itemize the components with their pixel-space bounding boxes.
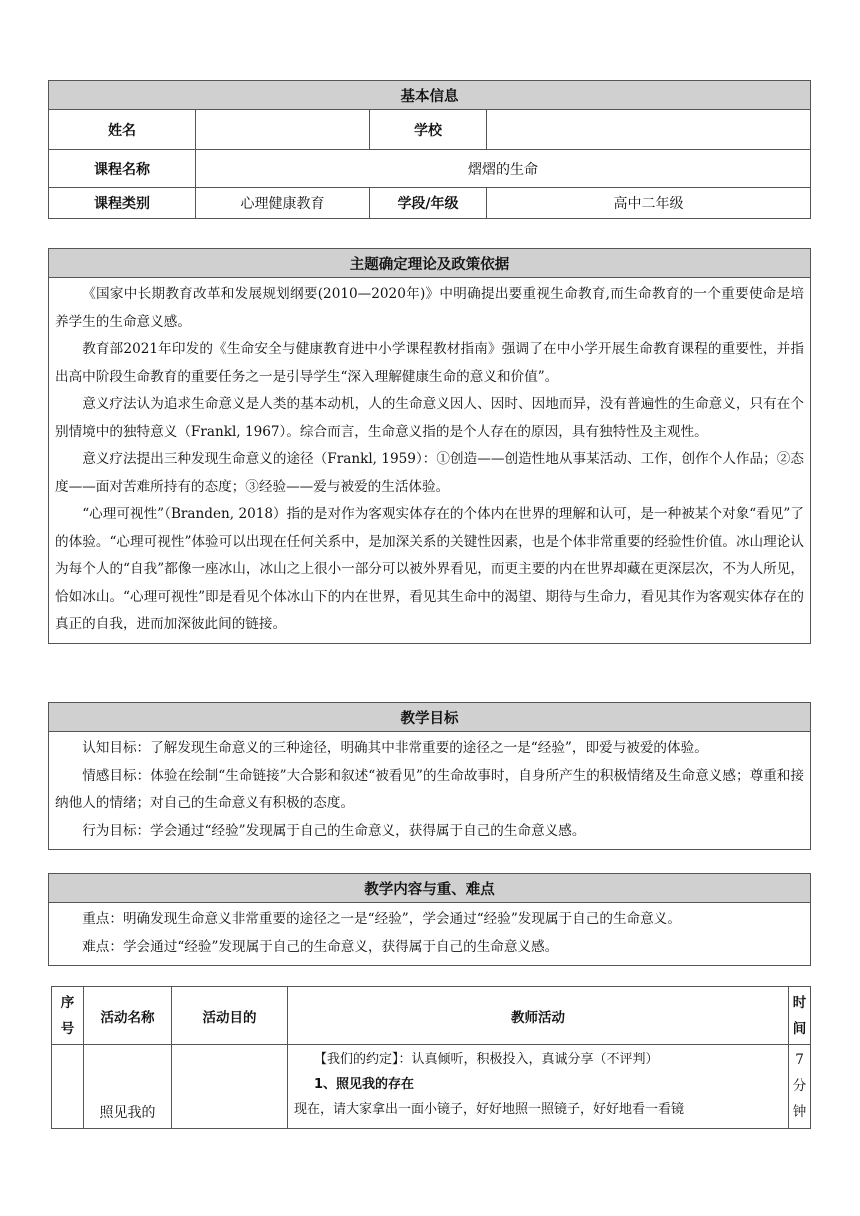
grade-label: 学段/年级 — [370, 188, 487, 219]
goal-paragraph: 行为目标：学会通过“经验”发现属于自己的生命意义，获得属于自己的生命意义感。 — [82, 822, 586, 839]
teaching-goals-table — [48, 702, 811, 850]
key-points-table — [48, 873, 811, 966]
basic-info-header: 基本信息 — [49, 81, 811, 110]
name-value — [196, 110, 370, 150]
goal-paragraph: 认知目标：了解发现生命意义的三种途径，明确其中非常重要的途径之一是“经验”，即爱与被爱的体验。 — [82, 740, 708, 756]
course-category-value: 心理健康教育 — [196, 188, 370, 219]
school-value — [487, 110, 811, 150]
grade-value: 高中二年级 — [487, 188, 811, 219]
row-time: 7分钟 — [789, 1045, 811, 1129]
school-label: 学校 — [370, 110, 487, 150]
theory-table — [48, 248, 811, 644]
col-header-time: 时间 — [789, 987, 811, 1045]
key-point-paragraph: 重点：明确发现生命意义非常重要的途径之一是“经验”，学会通过“经验”发现属于自己的生命意义。 — [82, 911, 681, 927]
activity-name-text: 照见我的 — [99, 1105, 156, 1121]
theory-paragraph: “心理可视性”（Branden, 2018）指的是对作为客观实体存在的个体内在世界的理解和认可，是一种被某个对象“看见”了的体验。“心理可视性”体验可以出现在任何关系中，是加深关系的关键性因素，也是个体非常重要的经验性价值。冰山理论认为每个人的“自我”都像一座冰山，冰山之上很小一部分可以被外界看见，而更主要的内在世界却藏在更深层次，不为人所见，恰如冰山。“心理可视性”即是看见个体冰山下的内在世界，看见其生命中的渴望、期待与生命力，看见其作为客观实体存在的真正的自我，进而加深彼此间的链接。 — [55, 506, 804, 632]
col-header-teacher-activity: 教师活动 — [288, 987, 789, 1045]
key-points-body — [49, 903, 811, 966]
row-teacher-activity — [288, 1045, 789, 1129]
theory-paragraph: 教育部2021年印发的《生命安全与健康教育进中小学课程教材指南》强调了在中小学开展生命教育课程的重要性，并指出高中阶段生命教育的重要任务之一是引导学生“深入理解健康生命的意义和价值”。 — [55, 341, 804, 385]
name-label: 姓名 — [49, 110, 196, 150]
course-name-label: 课程名称 — [49, 150, 196, 188]
goal-paragraph: 情感目标：体验在绘制“生命链接”大合影和叙述“被看见”的生命故事时，自身所产生的积极情绪及生命意义感；尊重和接纳他人的情绪；对自己的生命意义有积极的态度。 — [55, 767, 804, 811]
step-title: 1、照见我的存在 — [314, 1077, 415, 1092]
goals-body — [49, 732, 811, 850]
row-no — [52, 1045, 84, 1129]
step-text: 现在，请大家拿出一面小镜子，好好地照一照镜子，好好地看一看镜 — [294, 1102, 685, 1117]
course-category-label: 课程类别 — [49, 188, 196, 219]
theory-paragraph: 意义疗法提出三种发现生命意义的途径（Frankl, 1959）：①创造——创造性地从事某活动、工作，创作个人作品；②态度——面对苦难所持有的态度；③经验——爱与被爱的生活体验。 — [55, 451, 804, 495]
row-activity-purpose — [172, 1045, 288, 1129]
col-header-activity-name: 活动名称 — [84, 987, 172, 1045]
activity-table — [51, 986, 811, 1129]
theory-header: 主题确定理论及政策依据 — [49, 249, 811, 278]
theory-paragraph: 《国家中长期教育改革和发展规划纲要(2010—2020年)》中明确提出要重视生命教育,而生命教育的一个重要使命是培养学生的生命意义感。 — [55, 286, 804, 330]
key-points-header: 教学内容与重、难点 — [49, 874, 811, 903]
goals-header: 教学目标 — [49, 703, 811, 732]
row-activity-name — [84, 1045, 172, 1129]
col-header-activity-purpose: 活动目的 — [172, 987, 288, 1045]
key-point-paragraph: 难点：学会通过“经验”发现属于自己的生命意义，获得属于自己的生命意义感。 — [82, 938, 559, 955]
agreement-text: 【我们的约定】：认真倾听，积极投入，真诚分享（不评判） — [314, 1052, 659, 1067]
theory-paragraph: 意义疗法认为追求生命意义是人类的基本动机，人的生命意义因人、因时、因地而异，没有普遍性的生命意义，只有在个别情境中的独特意义（Frankl, 1967）。综合而言，生命意义指的是个人存在的原因，具有独特性及主观性。 — [55, 396, 804, 440]
theory-body — [49, 278, 811, 644]
basic-info-table — [48, 80, 811, 219]
col-header-no: 序号 — [52, 987, 84, 1045]
course-name-value: 熠熠的生命 — [196, 150, 811, 188]
